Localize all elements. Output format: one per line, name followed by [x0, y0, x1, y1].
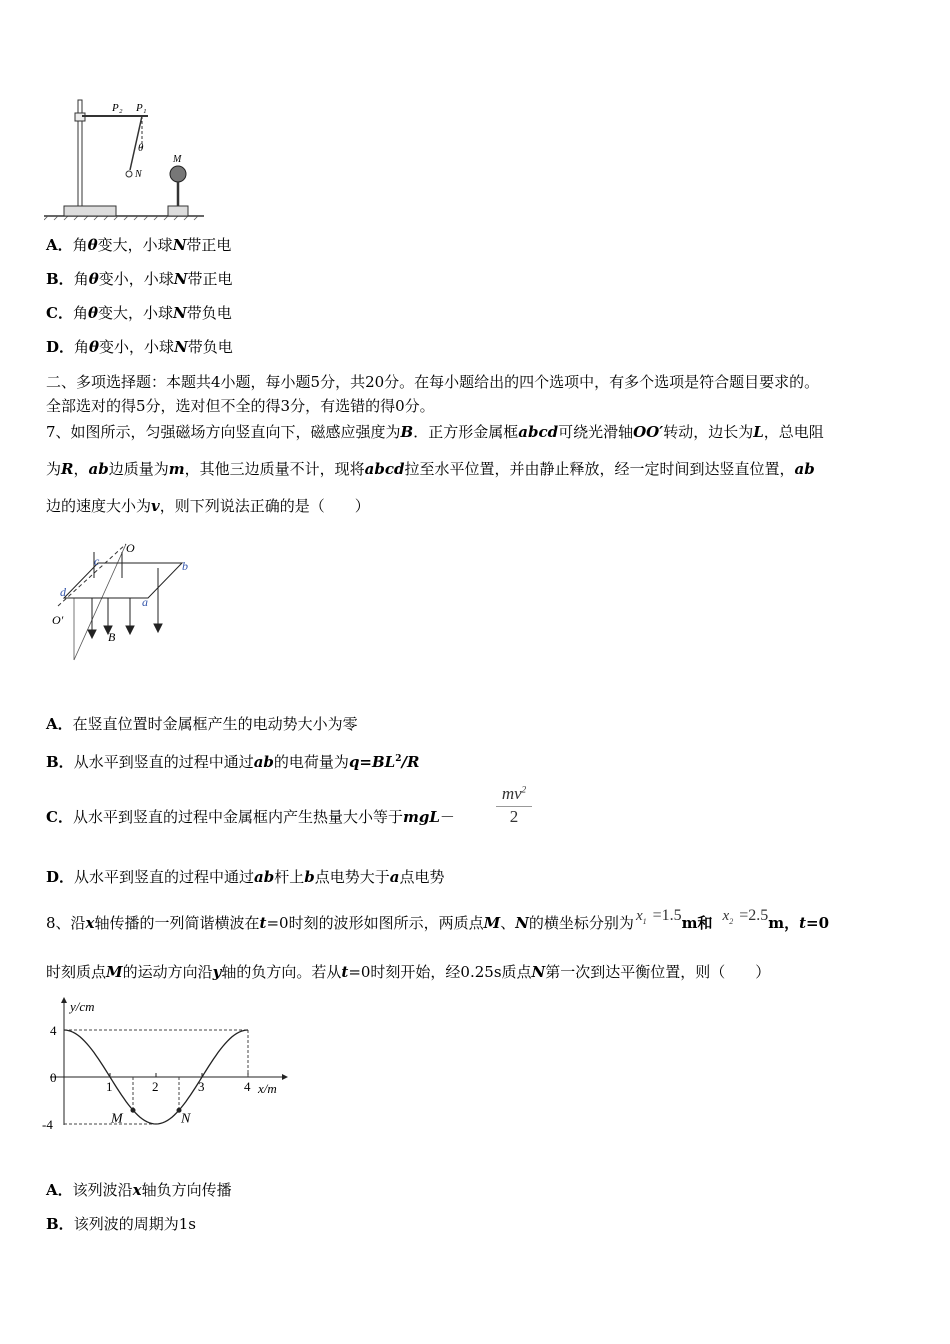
- q8-stem-line2: 时刻质点M的运动方向沿y轴的负方向。若从t=0时刻开始，经0.25s质点N第一次到达平衡位置，则（ ）: [46, 963, 771, 981]
- q7-figure: [48, 538, 198, 663]
- section2-line1: 二、多项选择题：本题共4小题，每小题5分，共20分。在每小题给出的四个选项中，有多个选项是符合题目要求的。: [46, 373, 820, 391]
- q7-label-a: a: [142, 595, 148, 609]
- x-tick-label: 3: [198, 1079, 205, 1094]
- q7-label-field-b: B: [108, 630, 116, 644]
- y-axis-label: y/cm: [70, 999, 95, 1014]
- q6-option-a: A．角θ变大，小球N带正电: [46, 236, 232, 254]
- x-axis-label: x/m: [258, 1081, 277, 1096]
- q6-label-theta: θ: [138, 142, 144, 154]
- section2-line2: 全部选对的得5分，选对但不全的得3分，有选错的得0分。: [46, 397, 435, 415]
- q6-label-p2: P₂: [112, 102, 123, 114]
- q6-option-d: D．角θ变小，小球N带负电: [46, 338, 233, 356]
- q7-option-c: C．从水平到竖直的过程中金属框内产生热量大小等于mgL－: [46, 808, 455, 826]
- q7-label-d: d: [60, 585, 66, 599]
- x-tick-label: 2: [152, 1079, 159, 1094]
- q8-option-a: A．该列波沿x轴负方向传播: [46, 1181, 232, 1199]
- x-tick-label: 1: [106, 1079, 113, 1094]
- q8-option-b: B．该列波的周期为1s: [46, 1215, 196, 1233]
- q7-stem-line3: 边的速度大小为v，则下列说法正确的是（ ）: [46, 497, 370, 515]
- y-tick-label: 0: [50, 1070, 57, 1085]
- q6-label-p1: P₁: [136, 102, 147, 114]
- q6-option-b: B．角θ变小，小球N带正电: [46, 270, 233, 288]
- q7-label-b: b: [182, 559, 188, 573]
- point-M: [131, 1108, 136, 1113]
- q7-stem-line2: 为R，ab边质量为m，其他三边质量不计，现将abcd拉至水平位置，并由静止释放，经一定时间到达竖直位置，ab: [46, 460, 815, 478]
- y-tick-label: 4: [50, 1023, 57, 1038]
- q8-wave-chart: [40, 995, 300, 1135]
- q7-label-o: O: [126, 541, 135, 555]
- q6-label-n: N: [135, 169, 142, 180]
- q8-stem-line1: 8、沿x轴传播的一列简谐横波在t=0时刻的波形如图所示，两质点M、N的横坐标分别为 $x_1 =1.5m$和 $x_2 =2.5m$，t=0: [46, 907, 830, 932]
- point-label-M: M: [111, 1111, 123, 1127]
- q6-figure: [44, 96, 209, 221]
- x-tick-label: 4: [244, 1079, 251, 1094]
- q7-option-b: B．从水平到竖直的过程中通过ab的电荷量为$q=BL^2/R$: [46, 753, 420, 771]
- q6-option-c: C．角θ变大，小球N带负电: [46, 304, 232, 322]
- q7-stem-line1: 7、如图所示，匀强磁场方向竖直向下，磁感应强度为B．正方形金属框abcd可绕光滑轴OO′转动，边长为L，总电阻: [46, 423, 824, 441]
- q7-option-c-fraction: $mv^2$ 2: [496, 784, 532, 827]
- point-label-N: N: [181, 1111, 191, 1127]
- q7-option-d: D．从水平到竖直的过程中通过ab杆上b点电势大于a点电势: [46, 868, 445, 886]
- y-tick-label: -4: [42, 1117, 53, 1132]
- q7-label-c: c: [94, 554, 100, 568]
- q7-label-o-prime: O′: [52, 613, 64, 627]
- q6-label-m: M: [173, 154, 182, 165]
- q7-option-a: A．在竖直位置时金属框产生的电动势大小为零: [46, 715, 358, 733]
